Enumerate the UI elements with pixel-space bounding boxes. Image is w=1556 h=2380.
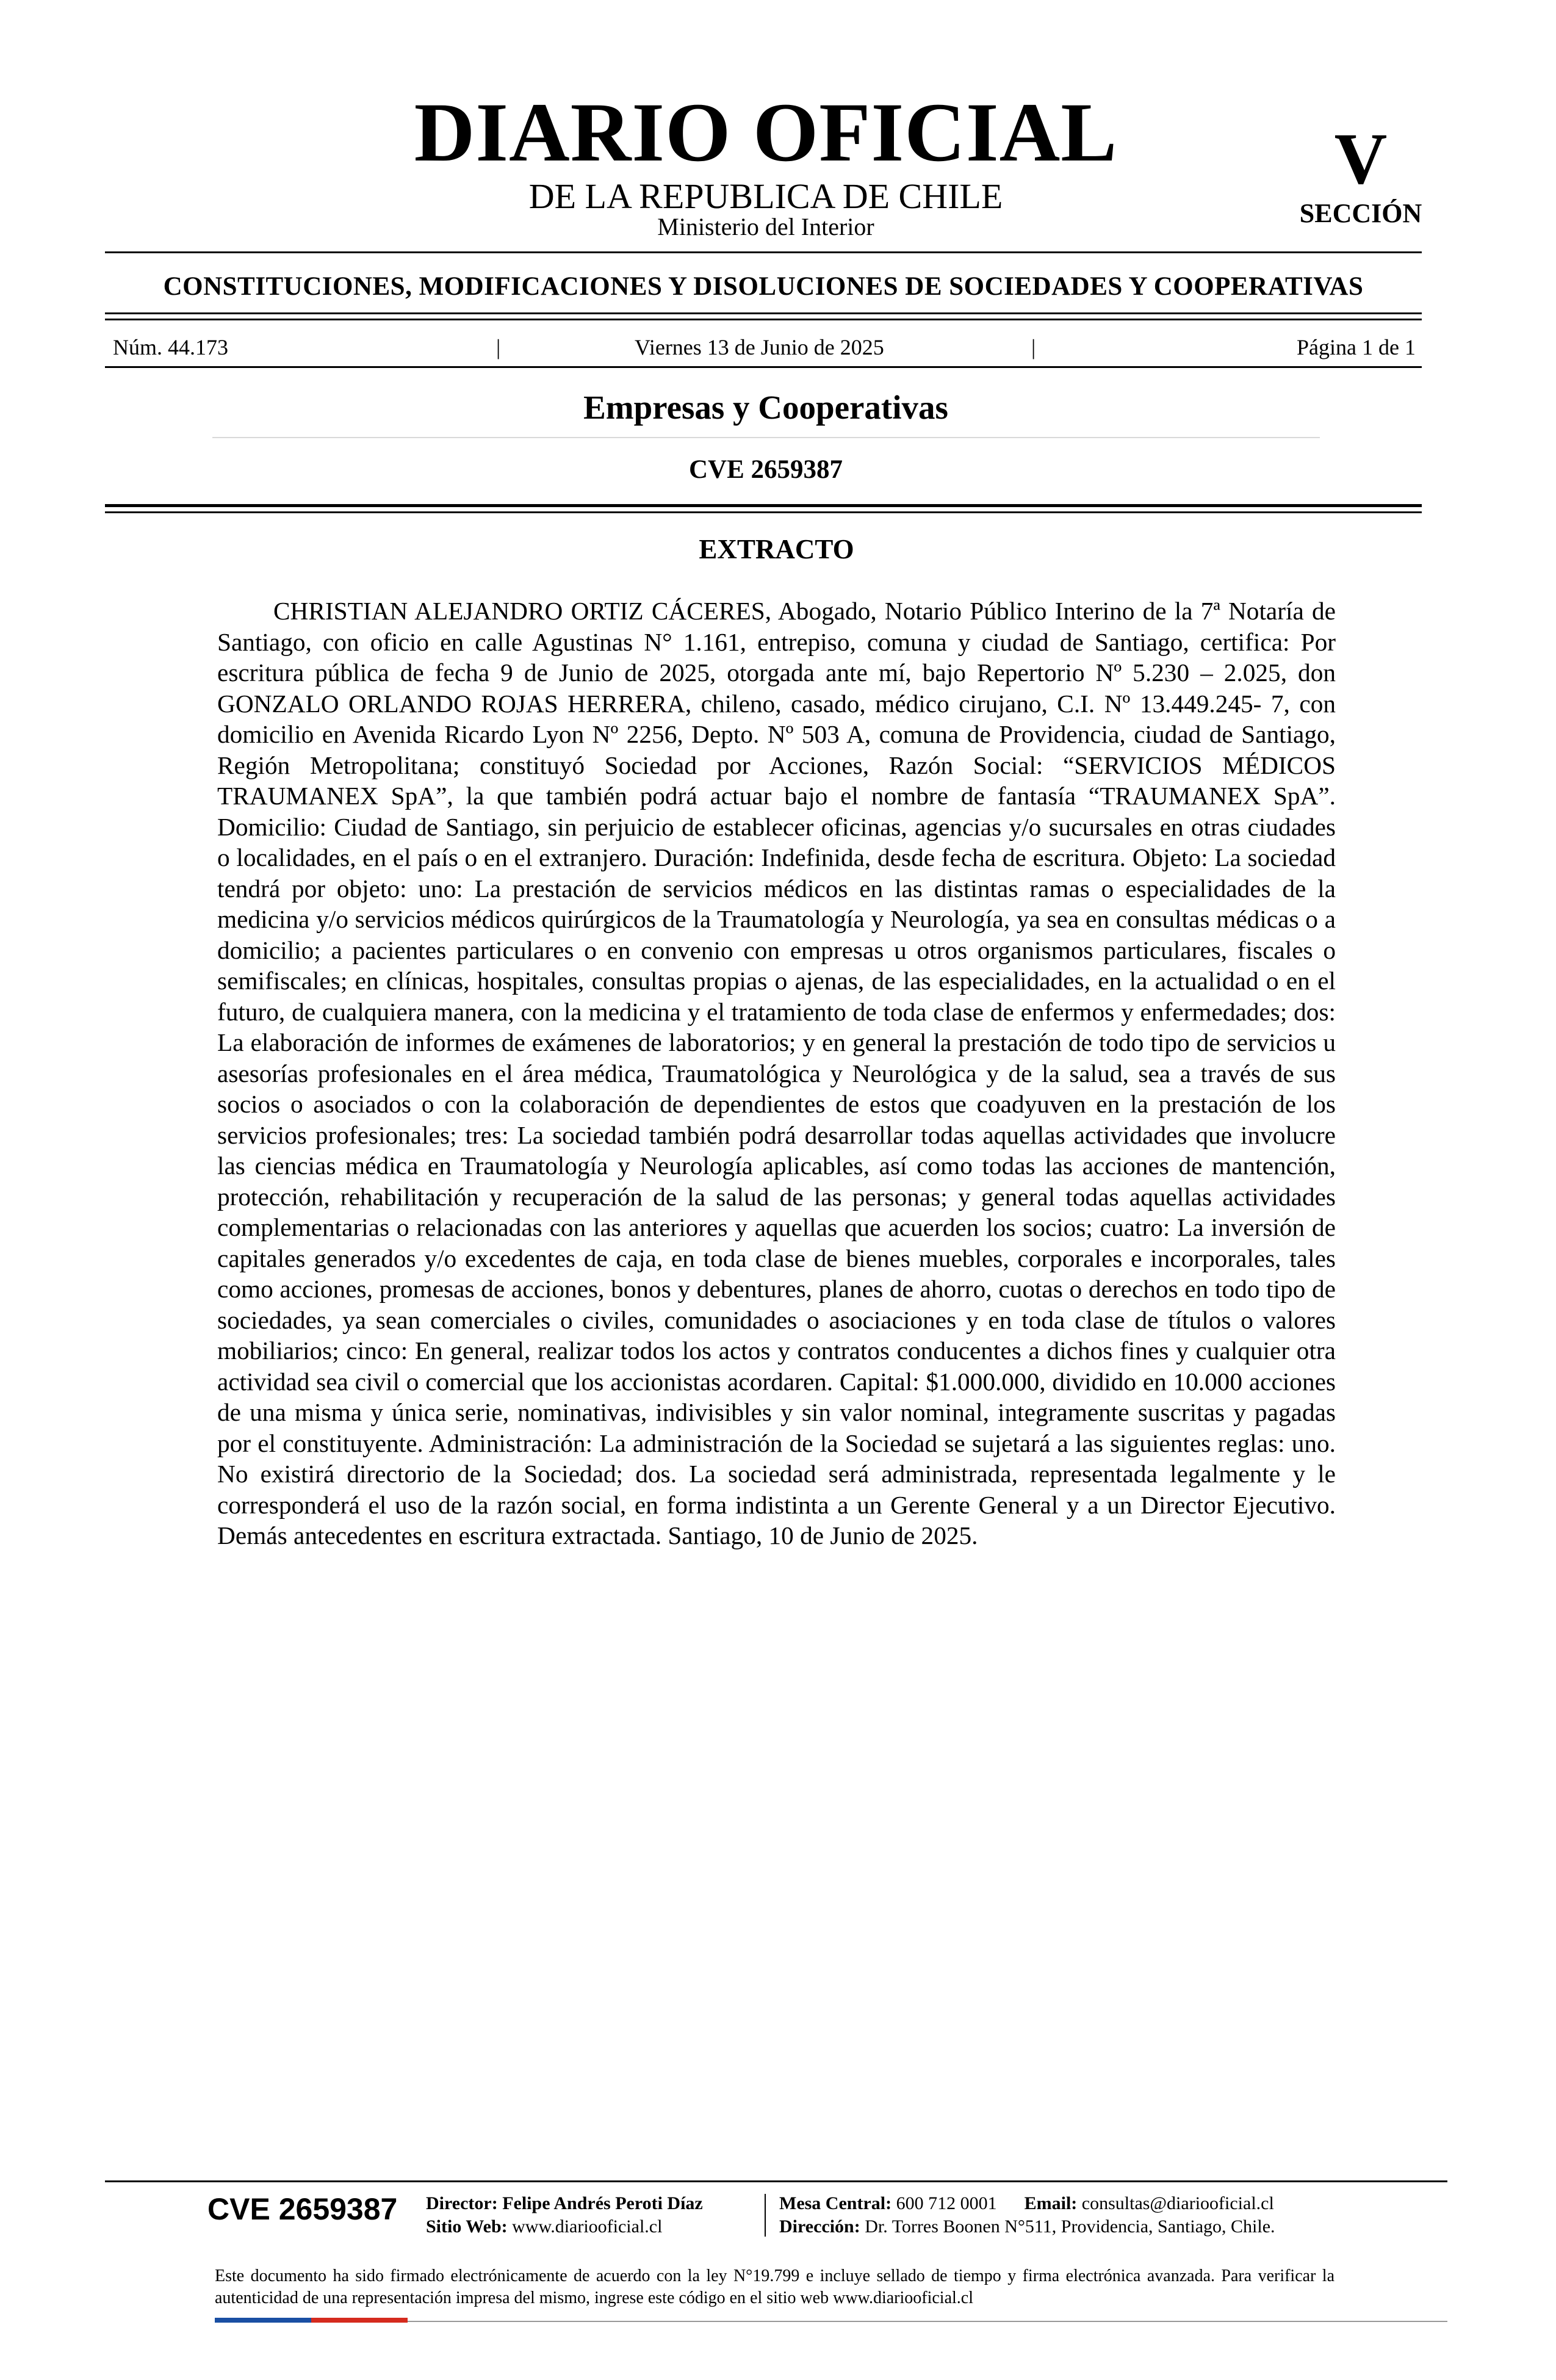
masthead-subtitle: DE LA REPUBLICA DE CHILE: [528, 176, 1003, 216]
footer-web-link[interactable]: www.diariooficial.cl: [512, 2216, 663, 2237]
header-end-rule-2: [105, 511, 1422, 513]
flag-stripe-red: [311, 2318, 408, 2323]
extract-body: CHRISTIAN ALEJANDRO ORTIZ CÁCERES, Abogado, Notario Público Interino de la 7ª Notaría de Santiago, con oficio en calle Agustinas N° 1.161, entrepiso, comuna y ciudad de Santiago, certifica: Por escritura pública de fecha 9 de Junio de 2025, otorgada ante mí, bajo Repertorio Nº 5.230 – 2.025, don GONZALO ORLANDO ROJAS HERRERA, chileno, casado, médico cirujano, C.I. Nº 13.449.245- 7, con domicilio en Avenida Ricardo Lyon Nº 2256, Depto. Nº 503 A, comuna de Providencia, ciudad de Santiago, Región Metropolitana; constituyó Sociedad por Acciones, Razón Social: “SERVICIOS MÉDICOS TRAUMANEX SpA”, la que también podrá actuar bajo el nombre de fantasía “TRAUMANEX SpA”. Domicilio: Ciudad de Santiago, sin perjuicio de establecer oficinas, agencias y/o sucursales en otras ciudades o localidades, en el país o en el extranjero. Duración: Indefinida, desde fecha de escritura. Objeto: La sociedad tendrá por objeto: uno: La prestación de servicios médicos en las distintas ramas o especialidades de la medicina y/o servicios médicos quirúrgicos de la Traumatología y Neurología, ya sea en consultas médicas o a domicilio; a pacientes particulares o en convenio con empresas u otros organismos particulares, fiscales o semifiscales; en clínicas, hospitales, consultas propias o ajenas, de las especialidades, en la actualidad o en el futuro, de cualquiera manera, con la medicina y el tratamiento de toda clase de enfermos y enfermedades; dos: La elaboración de informes de exámenes de laboratorios; y en general la prestación de todo tipo de servicios u asesorías profesionales en el área médica, Traumatológica y Neurológica y de la salud, sea a través de sus socios o asociados o con la colaboración de dependientes de estos que coadyuven en la prestación de los servicios profesionales; tres: La sociedad también podrá desarrollar todas aquellas actividades que involucre las ciencias médica en Traumatología y Neurología aplicables, así como todas las acciones de mantención, protección, rehabilitación y recuperación de la salud de las personas; y general todas aquellas actividades complementarias o relacionadas con las anteriores y aquellas que acuerden los socios; cuatro: La inversión de capitales generados y/o excedentes de caja, en toda clase de bienes muebles, corporales e incorporales, tales como acciones, promesas de acciones, bonos y debentures, planes de ahorro, cuotas o derechos en todo tipo de sociedades, ya sean comerciales o civiles, comunidades o asociaciones y en toda clase de títulos o valores mobiliarios; cinco: En general, realizar todos los actos y contratos conducentes a dichos fines y cualquier otra actividad sea civil o comercial que los accionistas acordaren. Capital: $1.000.000, dividido en 10.000 acciones de una misma y única serie, nominativas, indivisibles y sin valor nominal, integramente suscritas y pagadas por el constituyente. Administración: La administración de la Sociedad se sujetará a las siguientes reglas: uno. No existirá directorio de la Sociedad; dos. La sociedad será administrada, representada legalmente y le corresponderá el uso de la razón social, en forma indistinta a un Gerente General y a un Director Ejecutivo. Demás antecedentes en escritura extractada. Santiago, 10 de Junio de 2025.: [217, 597, 1336, 1549]
footer-email-label: Email:: [1024, 2193, 1078, 2213]
section-letter: V: [1334, 118, 1388, 199]
category-title: Empresas y Cooperativas: [583, 389, 948, 426]
banner-top-rule: [105, 251, 1422, 253]
footer-separator: [765, 2194, 766, 2237]
banner-bottom-rule-2: [105, 319, 1422, 320]
footer-director-block: [426, 2192, 703, 2238]
section-label: SECCIÓN: [1299, 198, 1422, 228]
footer-web-label: Sitio Web:: [426, 2216, 508, 2237]
footer-contact-block: [779, 2192, 1275, 2238]
footer-address-label: Dirección:: [779, 2216, 860, 2237]
issue-info-row: [113, 335, 1416, 359]
masthead-title: DIARIO OFICIAL: [414, 85, 1118, 179]
footer-cve: CVE 2659387: [207, 2192, 398, 2226]
issue-date: Viernes 13 de Junio de 2025: [635, 335, 884, 359]
banner-bottom-rule: [105, 312, 1422, 314]
extract-title: EXTRACTO: [699, 534, 854, 564]
footer-signature-note: Este documento ha sido firmado electrónicamente de acuerdo con la ley N°19.799 e incluye sellado de tiempo y firma electrónica avanzada. Para verificar la autenticidad de una representación impresa del mismo, ingrese este código en el sitio web www.diariooficial.cl: [215, 2266, 1334, 2307]
flag-stripe-blue: [215, 2318, 311, 2323]
issue-separator-1: |: [496, 335, 501, 359]
header-end-rule: [105, 504, 1422, 507]
issue-page: Página 1 de 1: [1297, 335, 1416, 359]
footer-director: Director: Felipe Andrés Peroti Díaz: [426, 2193, 703, 2213]
issue-separator-2: |: [1031, 335, 1036, 359]
masthead-ministry: Ministerio del Interior: [657, 213, 874, 240]
footer-mesa-label: Mesa Central:: [779, 2193, 892, 2213]
footer-rule: [105, 2180, 1447, 2182]
section-banner: CONSTITUCIONES, MODIFICACIONES Y DISOLUCIONES DE SOCIEDADES Y COOPERATIVAS: [163, 272, 1364, 301]
footer-email-link[interactable]: consultas@diariooficial.cl: [1081, 2193, 1274, 2213]
category-divider: [212, 437, 1320, 438]
cve-code: CVE 2659387: [688, 455, 843, 484]
footer-address-value: Dr. Torres Boonen N°511, Providencia, Santiago, Chile.: [865, 2216, 1275, 2237]
footer-mesa-value: 600 712 0001: [896, 2193, 997, 2213]
issue-number: Núm. 44.173: [113, 335, 228, 359]
issue-bottom-rule: [105, 366, 1422, 368]
